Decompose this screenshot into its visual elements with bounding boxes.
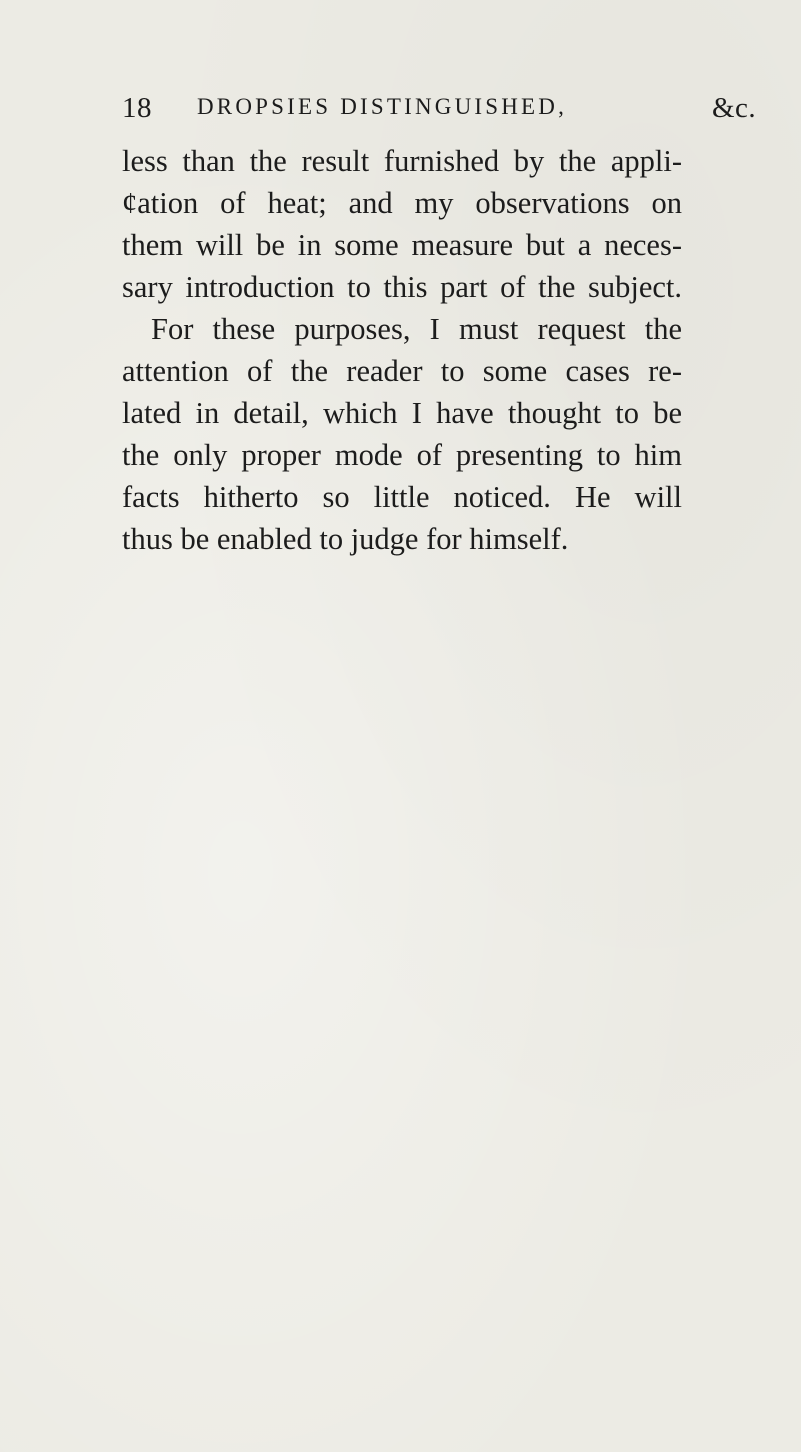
text-line-10: thus be enabled to judge for himself. [122,522,569,556]
text-line-1: less than the result furnished by the appli- [122,144,682,178]
running-title-etc: &c. [712,92,757,124]
running-head [122,92,757,132]
page-number: 18 [122,92,152,124]
body-text [122,140,682,560]
text-line-8: the only proper mode of presenting to him [122,438,682,472]
text-line-5: For these purposes, I must request the [151,312,682,346]
running-title: DROPSIES DISTINGUISHED, [197,94,568,119]
text-line-4: sary introduction to this part of the subject. [122,270,682,304]
text-line-6: attention of the reader to some cases re- [122,354,682,388]
text-line-9: facts hitherto so little noticed. He will [122,480,682,514]
text-line-2: ¢ation of heat; and my observations on [122,186,682,220]
text-line-7: lated in detail, which I have thought to be [122,396,682,430]
text-line-3: them will be in some measure but a neces- [122,228,682,262]
